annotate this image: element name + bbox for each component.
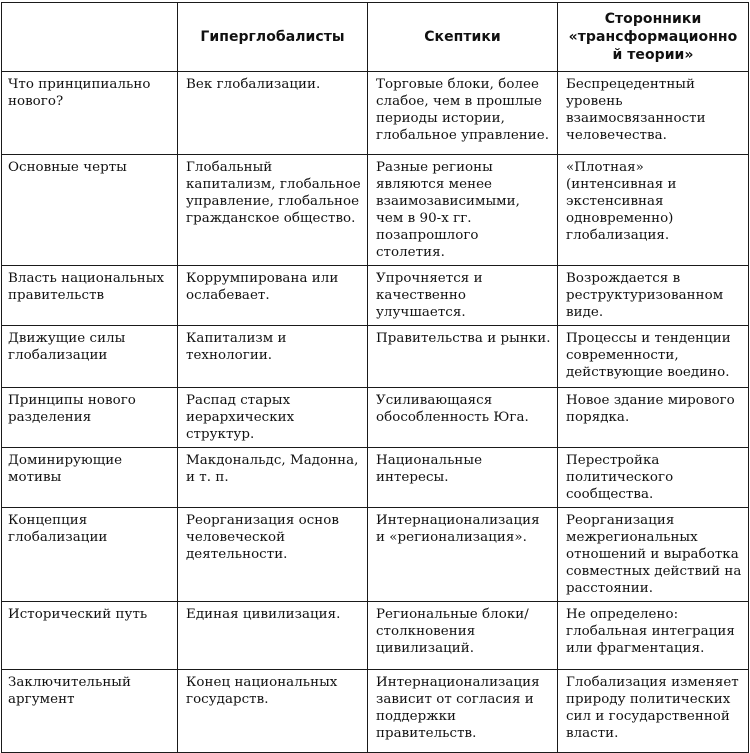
cell-transformationalists: Процессы и тенденции современности, действующие воедино. (558, 326, 749, 388)
header-empty-cell (2, 3, 178, 72)
table-row (2, 326, 749, 388)
row-label: Принципы нового разделения (2, 388, 178, 448)
cell-transformationalists: Возрождается в реструктуризованном виде. (558, 266, 749, 326)
cell-skeptics: Национальные интересы. (368, 448, 558, 508)
table-row (2, 602, 749, 670)
cell-transformationalists: Перестройка политического сообщества. (558, 448, 749, 508)
cell-skeptics: Региональные блоки/столкновения цивилизаций. (368, 602, 558, 670)
table-row (2, 155, 749, 266)
cell-hyperglobalists: Конец национальных государств. (178, 670, 368, 753)
cell-transformationalists: Глобализация изменяет природу политических сил и государственной власти. (558, 670, 749, 753)
table-row (2, 508, 749, 602)
cell-hyperglobalists: Реорганизация основ человеческой деятельности. (178, 508, 368, 602)
table-row (2, 448, 749, 508)
cell-hyperglobalists: Век глобализации. (178, 72, 368, 155)
row-label: Доминирующие мотивы (2, 448, 178, 508)
comparison-table (1, 2, 749, 753)
cell-skeptics: Упрочняется и качественно улучшается. (368, 266, 558, 326)
cell-skeptics: Интернационализация и «регионализация». (368, 508, 558, 602)
table-row (2, 72, 749, 155)
cell-skeptics: Торговые блоки, более слабое, чем в прошлые периоды истории, глобальное управление. (368, 72, 558, 155)
header-transformationalists: Сторонники «трансформационной теории» (558, 3, 749, 72)
row-label: Что принципиально нового? (2, 72, 178, 155)
table-row (2, 388, 749, 448)
table-row (2, 670, 749, 753)
header-skeptics: Скептики (368, 3, 558, 72)
row-label: Движущие силы глобализации (2, 326, 178, 388)
row-label: Концепция глобализации (2, 508, 178, 602)
cell-hyperglobalists: Капитализм и технологии. (178, 326, 368, 388)
cell-transformationalists: Реорганизация межрегиональных отношений и выработка совместных действий на расстоянии. (558, 508, 749, 602)
header-row (2, 3, 749, 72)
cell-hyperglobalists: Коррумпирована или ослабевает. (178, 266, 368, 326)
cell-hyperglobalists: Глобальный капитализм, глобальное управление, глобальное гражданское общество. (178, 155, 368, 266)
row-label: Власть национальных правительств (2, 266, 178, 326)
row-label: Исторический путь (2, 602, 178, 670)
cell-skeptics: Правительства и рынки. (368, 326, 558, 388)
cell-transformationalists: Новое здание мирового порядка. (558, 388, 749, 448)
cell-hyperglobalists: Распад старых иерархических структур. (178, 388, 368, 448)
cell-skeptics: Разные регионы являются менее взаимозависимыми, чем в 90-х гг. позапрошлого столетия. (368, 155, 558, 266)
row-label: Основные черты (2, 155, 178, 266)
cell-hyperglobalists: Макдональдс, Мадонна, и т. п. (178, 448, 368, 508)
cell-transformationalists: «Плотная» (интенсивная и экстенсивная одновременно) глобализация. (558, 155, 749, 266)
cell-hyperglobalists: Единая цивилизация. (178, 602, 368, 670)
cell-transformationalists: Беспрецедентный уровень взаимосвязанности человечества. (558, 72, 749, 155)
table-row (2, 266, 749, 326)
cell-skeptics: Интернационализация зависит от согласия и поддержки правительств. (368, 670, 558, 753)
row-label: Заключительный аргумент (2, 670, 178, 753)
cell-transformationalists: Не определено: глобальная интеграция или фрагментация. (558, 602, 749, 670)
cell-skeptics: Усиливающаяся обособленность Юга. (368, 388, 558, 448)
header-hyperglobalists: Гиперглобалисты (178, 3, 368, 72)
